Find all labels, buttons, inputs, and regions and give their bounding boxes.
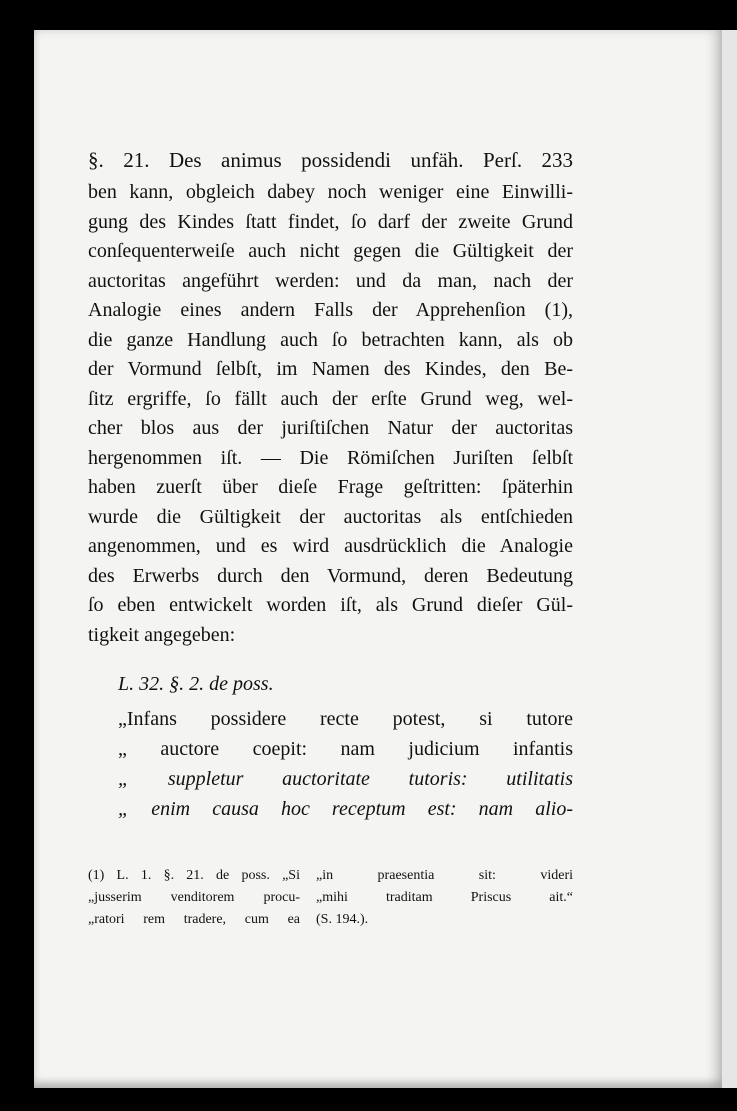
page-number: 233 <box>541 148 574 172</box>
page-edge <box>722 30 737 1088</box>
body-line: der Vormund ſelbſt, im Namen des Kindes, den Be- <box>88 358 573 380</box>
section-number: §. 21. <box>88 148 150 172</box>
body-line: ſo eben entwickelt worden iſt, als Grund dieſer Gül- <box>88 594 573 616</box>
body-line: haben zuerſt über dieſe Frage geſtritten: ſpäterhin <box>88 476 573 498</box>
body-line: Analogie eines andern Falls der Apprehenſion (1), <box>88 299 573 321</box>
running-header <box>88 148 573 172</box>
footnote-line: (S. 194.). <box>316 912 369 927</box>
footnote-line: „jusserim venditorem procu- <box>88 890 300 905</box>
body-line: auctoritas angeführt werden: und da man, nach der <box>88 269 573 292</box>
quote-line: „ auctore coepit: nam judicium infantis <box>118 738 573 760</box>
body-line: tigkeit angegeben: <box>88 623 236 646</box>
body-line: ſitz ergriffe, ſo fällt auch der erſte Grund weg, wel- <box>88 387 573 410</box>
header-title: Des animus possidendi unfäh. Perſ. <box>168 148 523 172</box>
body-line: des Erwerbs durch den Vormund, deren Bedeutung <box>88 564 573 587</box>
quote-line: „ suppletur auctoritate tutoris: utilitatis <box>118 768 573 790</box>
footnote-line: „in praesentia sit: videri <box>316 868 573 883</box>
body-line: die ganze Handlung auch ſo betrachten kann, als ob <box>88 328 573 351</box>
body-line: cher blos aus der juriſtiſchen Natur der auctoritas <box>88 417 573 439</box>
body-line: ben kann, obgleich dabey noch weniger eine Einwilli- <box>88 181 573 203</box>
body-line: gung des Kindes ſtatt findet, ſo darf der zweite Grund <box>88 210 573 233</box>
quote-line: „ enim causa hoc receptum est: nam alio- <box>118 798 573 820</box>
body-line: wurde die Gültigkeit der auctoritas als entſchieden <box>88 505 573 528</box>
body-line: angenommen, und es wird ausdrücklich die Analogie <box>88 535 573 557</box>
footnote-line: „mihi traditam Priscus ait.“ <box>316 890 573 905</box>
quote-line: „Infans possidere recte potest, si tutore <box>118 708 573 730</box>
citation: L. 32. §. 2. de poss. <box>118 673 274 695</box>
body-line: hergenommen iſt. — Die Römiſchen Juriſten ſelbſt <box>88 446 573 469</box>
footnote-line: „ratori rem tradere, cum ea <box>88 912 300 927</box>
body-line: conſequenterweiſe auch nicht gegen die Gültigkeit der <box>88 240 573 262</box>
footnote-line: (1) L. 1. §. 21. de poss. „Si <box>88 868 300 883</box>
